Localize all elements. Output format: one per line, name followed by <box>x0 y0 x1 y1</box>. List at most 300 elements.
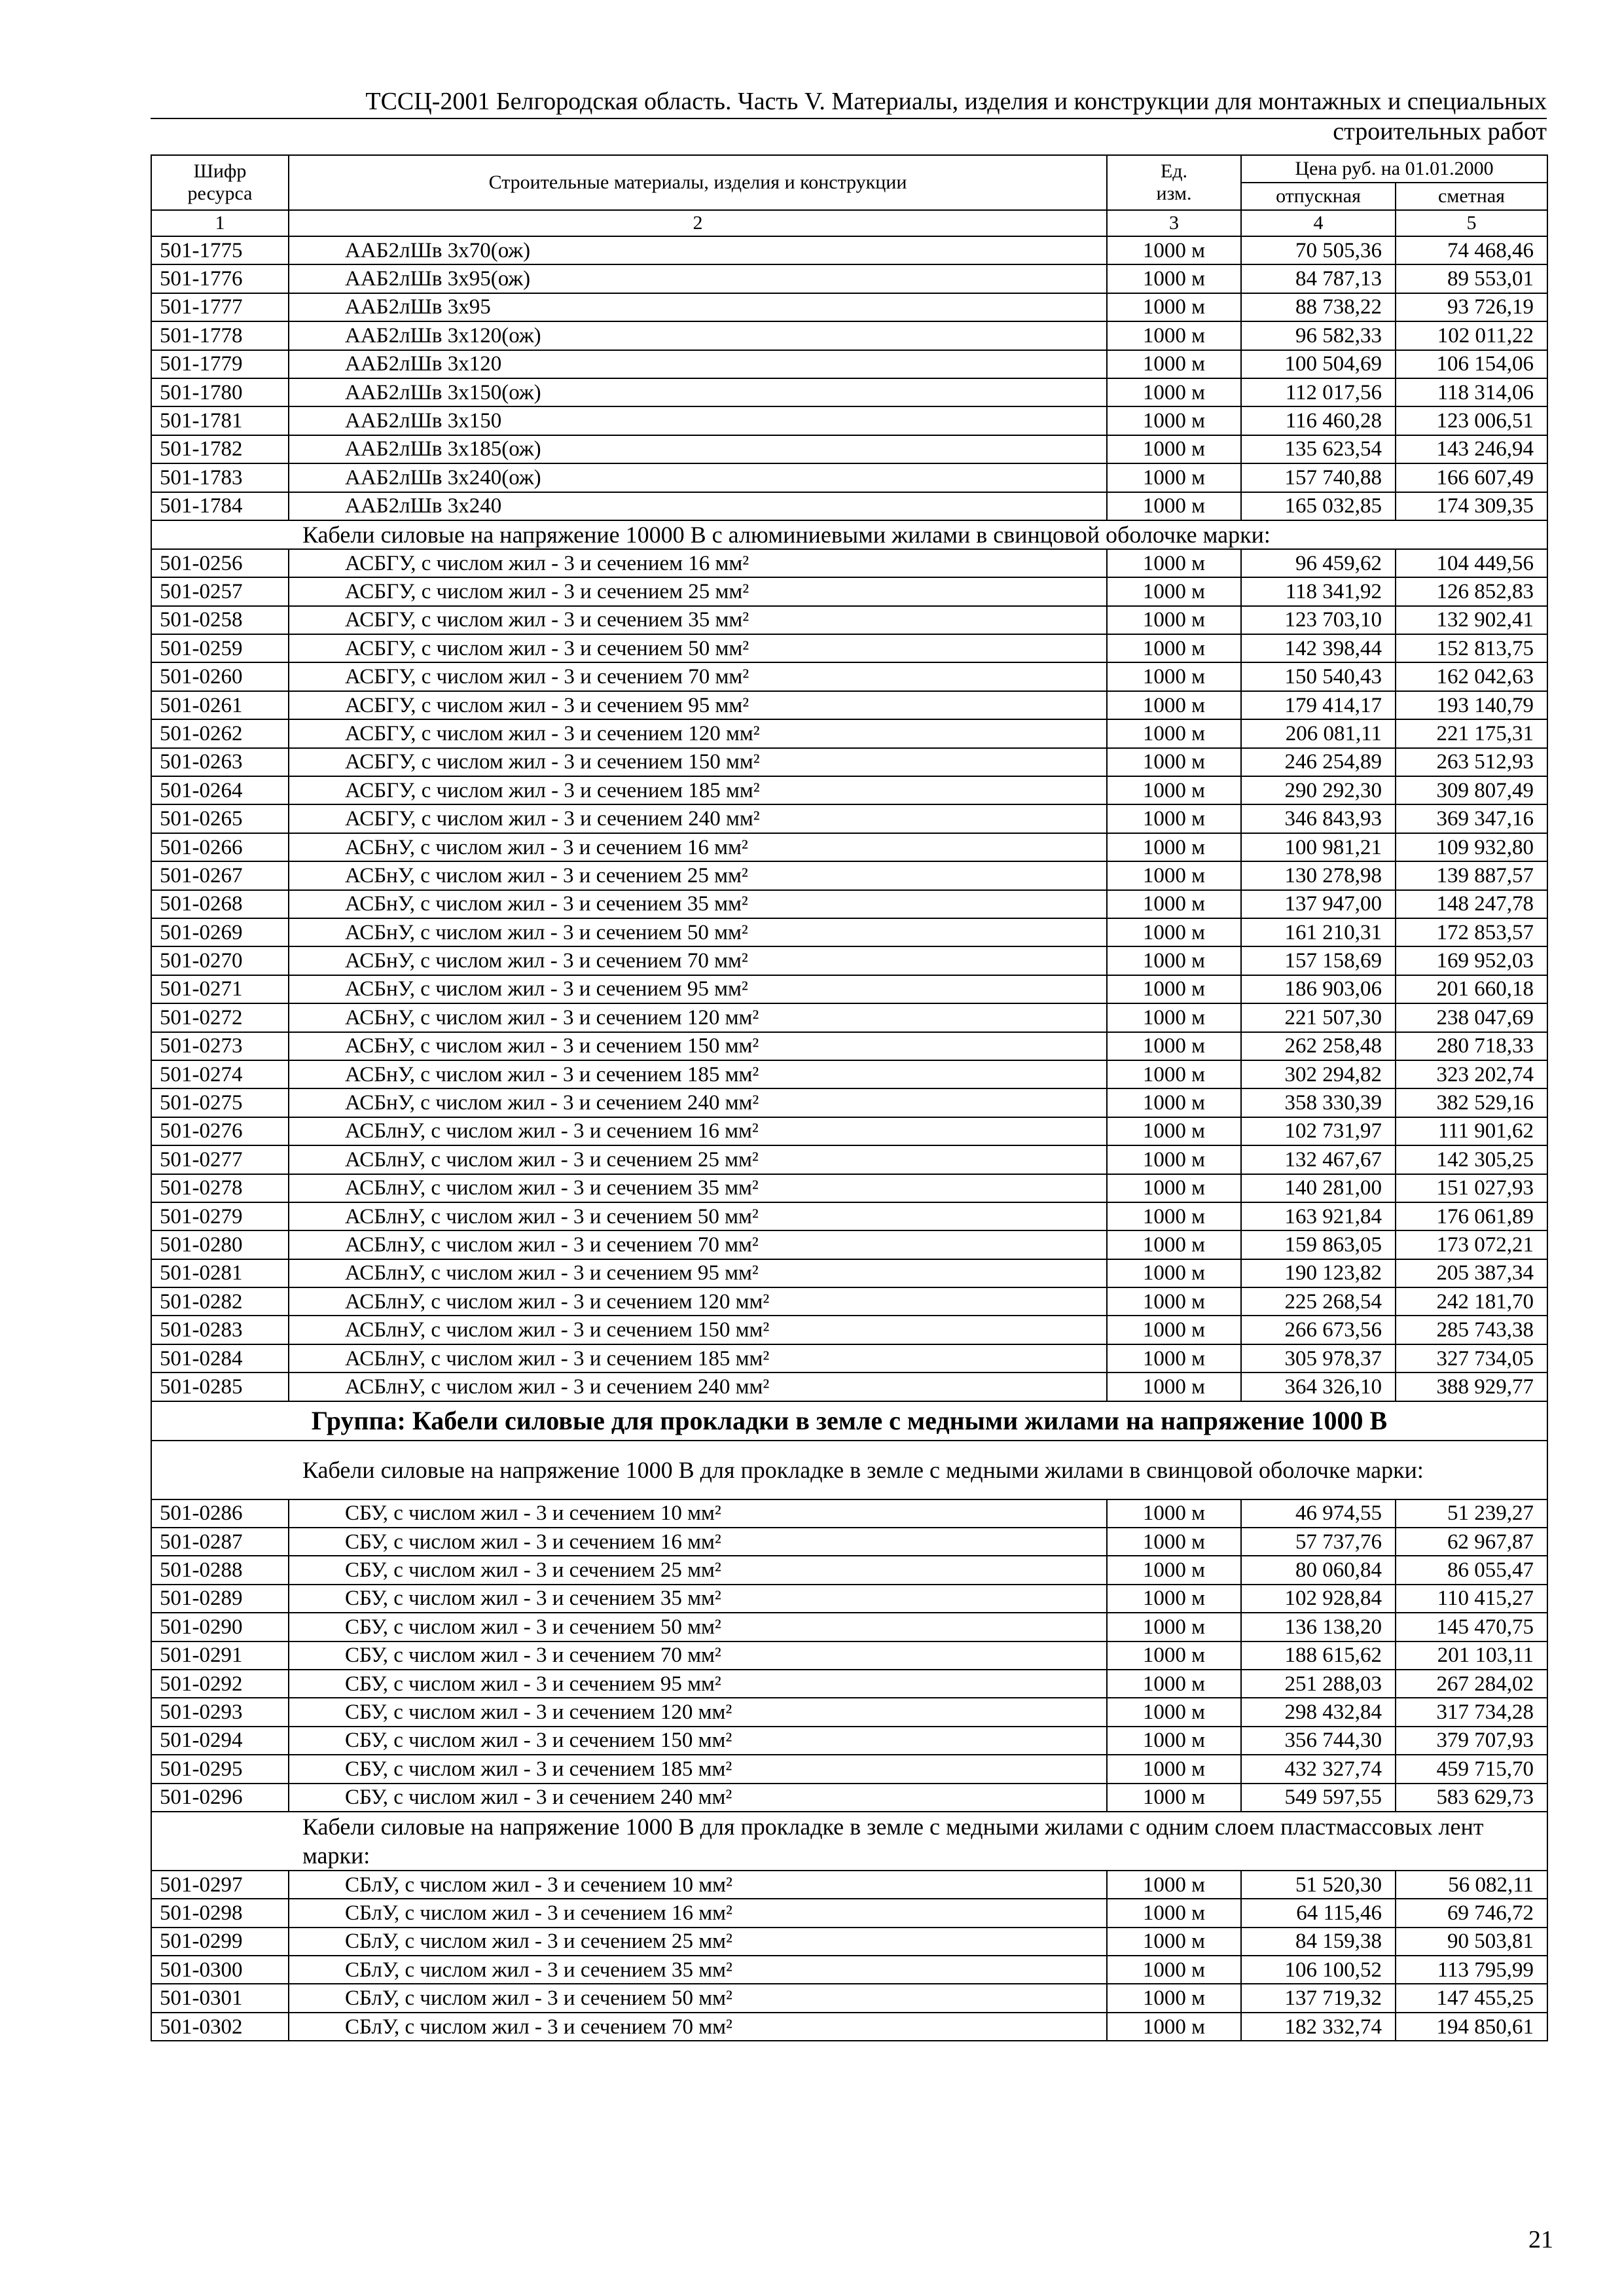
wholesale-price: 64 115,46 <box>1241 1899 1396 1927</box>
wholesale-price: 364 326,10 <box>1241 1372 1396 1401</box>
table-row <box>151 975 1547 1003</box>
table-row <box>151 1613 1547 1641</box>
unit-of-measure: 1000 м <box>1107 776 1241 804</box>
unit-of-measure: 1000 м <box>1107 1259 1241 1287</box>
estimate-price: 221 175,31 <box>1396 719 1547 747</box>
wholesale-price: 57 737,76 <box>1241 1528 1396 1556</box>
table-row <box>151 804 1547 833</box>
unit-of-measure: 1000 м <box>1107 691 1241 719</box>
estimate-price: 109 932,80 <box>1396 833 1547 861</box>
table-row <box>151 861 1547 889</box>
estimate-price: 113 795,99 <box>1396 1956 1547 1984</box>
resource-code: 501-0273 <box>151 1032 289 1060</box>
resource-code: 501-0286 <box>151 1499 289 1528</box>
table-row <box>151 634 1547 662</box>
unit-of-measure: 1000 м <box>1107 1956 1241 1984</box>
estimate-price: 69 746,72 <box>1396 1899 1547 1927</box>
table-row <box>151 435 1547 463</box>
unit-of-measure: 1000 м <box>1107 1899 1241 1927</box>
wholesale-price: 96 459,62 <box>1241 549 1396 577</box>
resource-code: 501-0291 <box>151 1641 289 1670</box>
material-name: АСБГУ, с числом жил - 3 и сечением 120 мм² <box>289 719 1107 747</box>
unit-of-measure: 1000 м <box>1107 1344 1241 1372</box>
colnum-1: 1 <box>151 210 289 236</box>
resource-code: 501-1775 <box>151 236 289 264</box>
wholesale-price: 262 258,48 <box>1241 1032 1396 1060</box>
unit-of-measure: 1000 м <box>1107 406 1241 435</box>
estimate-price: 132 902,41 <box>1396 606 1547 634</box>
wholesale-price: 112 017,56 <box>1241 378 1396 406</box>
material-name: СБУ, с числом жил - 3 и сечением 150 мм² <box>289 1727 1107 1755</box>
estimate-price: 285 743,38 <box>1396 1316 1547 1344</box>
material-name: АСБлнУ, с числом жил - 3 и сечением 50 мм² <box>289 1202 1107 1230</box>
material-name: СБлУ, с числом жил - 3 и сечением 35 мм² <box>289 1956 1107 1984</box>
estimate-price: 176 061,89 <box>1396 1202 1547 1230</box>
table-row <box>151 776 1547 804</box>
resource-code: 501-0265 <box>151 804 289 833</box>
wholesale-price: 266 673,56 <box>1241 1316 1396 1344</box>
estimate-price: 142 305,25 <box>1396 1145 1547 1174</box>
material-name: АСБГУ, с числом жил - 3 и сечением 150 мм² <box>289 748 1107 776</box>
table-row <box>151 1585 1547 1613</box>
table-row <box>151 1060 1547 1088</box>
estimate-price: 280 718,33 <box>1396 1032 1547 1060</box>
table-row <box>151 1698 1547 1726</box>
wholesale-price: 70 505,36 <box>1241 236 1396 264</box>
unit-of-measure: 1000 м <box>1107 492 1241 520</box>
unit-of-measure: 1000 м <box>1107 1755 1241 1783</box>
resource-code: 501-0296 <box>151 1784 289 1812</box>
wholesale-price: 84 787,13 <box>1241 264 1396 293</box>
material-name: СБУ, с числом жил - 3 и сечением 120 мм² <box>289 1698 1107 1726</box>
resource-code: 501-0270 <box>151 946 289 975</box>
resource-code: 501-0259 <box>151 634 289 662</box>
wholesale-price: 302 294,82 <box>1241 1060 1396 1088</box>
wholesale-price: 157 740,88 <box>1241 463 1396 492</box>
header-unit-line1: Ед. <box>1160 160 1188 182</box>
material-name: АСБГУ, с числом жил - 3 и сечением 25 мм² <box>289 577 1107 605</box>
estimate-price: 169 952,03 <box>1396 946 1547 975</box>
section-heading-row <box>151 1812 1547 1871</box>
header-estimate: сметная <box>1396 183 1547 210</box>
material-name: АСБлнУ, с числом жил - 3 и сечением 25 мм² <box>289 1145 1107 1174</box>
estimate-price: 106 154,06 <box>1396 350 1547 378</box>
unit-of-measure: 1000 м <box>1107 748 1241 776</box>
table-row <box>151 1117 1547 1145</box>
material-name: СБУ, с числом жил - 3 и сечением 10 мм² <box>289 1499 1107 1528</box>
wholesale-price: 159 863,05 <box>1241 1230 1396 1259</box>
material-name: АСБлнУ, с числом жил - 3 и сечением 35 мм² <box>289 1174 1107 1202</box>
column-number-row <box>151 210 1547 236</box>
colnum-3: 3 <box>1107 210 1241 236</box>
unit-of-measure: 1000 м <box>1107 833 1241 861</box>
material-name: АСБГУ, с числом жил - 3 и сечением 70 мм² <box>289 662 1107 691</box>
resource-code: 501-0301 <box>151 1984 289 2012</box>
header-name: Строительные материалы, изделия и конструкции <box>289 155 1107 210</box>
wholesale-price: 84 159,38 <box>1241 1928 1396 1956</box>
group-heading-row <box>151 1401 1547 1441</box>
material-name: СБлУ, с числом жил - 3 и сечением 10 мм² <box>289 1871 1107 1899</box>
page-number: 21 <box>1528 2226 1553 2253</box>
estimate-price: 263 512,93 <box>1396 748 1547 776</box>
wholesale-price: 182 332,74 <box>1241 2013 1396 2041</box>
unit-of-measure: 1000 м <box>1107 1372 1241 1401</box>
table-row <box>151 1784 1547 1812</box>
header-unit-line2: изм. <box>1156 183 1192 204</box>
material-name: ААБ2лШв 3х240 <box>289 492 1107 520</box>
table-row <box>151 1088 1547 1117</box>
estimate-price: 162 042,63 <box>1396 662 1547 691</box>
table-row <box>151 1499 1547 1528</box>
resource-code: 501-0262 <box>151 719 289 747</box>
table-row <box>151 1928 1547 1956</box>
wholesale-price: 135 623,54 <box>1241 435 1396 463</box>
material-name: АСБнУ, с числом жил - 3 и сечением 150 мм² <box>289 1032 1107 1060</box>
resource-code: 501-0266 <box>151 833 289 861</box>
table-row <box>151 264 1547 293</box>
resource-code: 501-0276 <box>151 1117 289 1145</box>
material-name: АСБнУ, с числом жил - 3 и сечением 95 мм² <box>289 975 1107 1003</box>
material-name: АСБлнУ, с числом жил - 3 и сечением 95 мм² <box>289 1259 1107 1287</box>
material-name: СБлУ, с числом жил - 3 и сечением 16 мм² <box>289 1899 1107 1927</box>
unit-of-measure: 1000 м <box>1107 1174 1241 1202</box>
wholesale-price: 142 398,44 <box>1241 634 1396 662</box>
table-row <box>151 321 1547 350</box>
estimate-price: 145 470,75 <box>1396 1613 1547 1641</box>
resource-code: 501-1776 <box>151 264 289 293</box>
wholesale-price: 137 719,32 <box>1241 1984 1396 2012</box>
wholesale-price: 165 032,85 <box>1241 492 1396 520</box>
unit-of-measure: 1000 м <box>1107 662 1241 691</box>
header-code-line2: ресурса <box>187 183 253 204</box>
material-name: АСБГУ, с числом жил - 3 и сечением 240 мм² <box>289 804 1107 833</box>
colnum-2: 2 <box>289 210 1107 236</box>
unit-of-measure: 1000 м <box>1107 236 1241 264</box>
table-row <box>151 662 1547 691</box>
unit-of-measure: 1000 м <box>1107 463 1241 492</box>
resource-code: 501-0294 <box>151 1727 289 1755</box>
unit-of-measure: 1000 м <box>1107 1287 1241 1316</box>
table-row <box>151 606 1547 634</box>
estimate-price: 104 449,56 <box>1396 549 1547 577</box>
unit-of-measure: 1000 м <box>1107 1641 1241 1670</box>
resource-code: 501-0281 <box>151 1259 289 1287</box>
resource-code: 501-0271 <box>151 975 289 1003</box>
material-name: АСБГУ, с числом жил - 3 и сечением 50 мм² <box>289 634 1107 662</box>
material-name: СБУ, с числом жил - 3 и сечением 25 мм² <box>289 1556 1107 1584</box>
unit-of-measure: 1000 м <box>1107 804 1241 833</box>
wholesale-price: 161 210,31 <box>1241 918 1396 946</box>
estimate-price: 166 607,49 <box>1396 463 1547 492</box>
material-name: СБлУ, с числом жил - 3 и сечением 25 мм² <box>289 1928 1107 1956</box>
table-row <box>151 1003 1547 1031</box>
resource-code: 501-0300 <box>151 1956 289 1984</box>
table-row <box>151 1871 1547 1899</box>
resource-code: 501-0269 <box>151 918 289 946</box>
resource-code: 501-1780 <box>151 378 289 406</box>
resource-code: 501-0278 <box>151 1174 289 1202</box>
material-name: СБУ, с числом жил - 3 и сечением 35 мм² <box>289 1585 1107 1613</box>
estimate-price: 369 347,16 <box>1396 804 1547 833</box>
wholesale-price: 305 978,37 <box>1241 1344 1396 1372</box>
estimate-price: 194 850,61 <box>1396 2013 1547 2041</box>
wholesale-price: 88 738,22 <box>1241 293 1396 321</box>
wholesale-price: 225 268,54 <box>1241 1287 1396 1316</box>
resource-code: 501-0292 <box>151 1670 289 1698</box>
table-row <box>151 748 1547 776</box>
material-name: АСБГУ, с числом жил - 3 и сечением 35 мм² <box>289 606 1107 634</box>
wholesale-price: 51 520,30 <box>1241 1871 1396 1899</box>
material-name: СБУ, с числом жил - 3 и сечением 16 мм² <box>289 1528 1107 1556</box>
estimate-price: 193 140,79 <box>1396 691 1547 719</box>
table-row <box>151 1956 1547 1984</box>
unit-of-measure: 1000 м <box>1107 1984 1241 2012</box>
table-row <box>151 406 1547 435</box>
estimate-price: 238 047,69 <box>1396 1003 1547 1031</box>
resource-code: 501-0256 <box>151 549 289 577</box>
material-name: АСБлнУ, с числом жил - 3 и сечением 150 мм² <box>289 1316 1107 1344</box>
table-row <box>151 1202 1547 1230</box>
resource-code: 501-0297 <box>151 1871 289 1899</box>
resource-code: 501-0293 <box>151 1698 289 1726</box>
resource-code: 501-0283 <box>151 1316 289 1344</box>
material-name: СБУ, с числом жил - 3 и сечением 50 мм² <box>289 1613 1107 1641</box>
colnum-4: 4 <box>1241 210 1396 236</box>
unit-of-measure: 1000 м <box>1107 1613 1241 1641</box>
resource-code: 501-0261 <box>151 691 289 719</box>
unit-of-measure: 1000 м <box>1107 1727 1241 1755</box>
wholesale-price: 157 158,69 <box>1241 946 1396 975</box>
material-name: ААБ2лШв 3х120 <box>289 350 1107 378</box>
estimate-price: 51 239,27 <box>1396 1499 1547 1528</box>
material-name: АСБГУ, с числом жил - 3 и сечением 16 мм² <box>289 549 1107 577</box>
unit-of-measure: 1000 м <box>1107 1698 1241 1726</box>
resource-code: 501-0277 <box>151 1145 289 1174</box>
estimate-price: 174 309,35 <box>1396 492 1547 520</box>
table-row <box>151 691 1547 719</box>
unit-of-measure: 1000 м <box>1107 1316 1241 1344</box>
material-name: АСБнУ, с числом жил - 3 и сечением 25 мм² <box>289 861 1107 889</box>
material-name: ААБ2лШв 3х185(ож) <box>289 435 1107 463</box>
wholesale-price: 136 138,20 <box>1241 1613 1396 1641</box>
unit-of-measure: 1000 м <box>1107 549 1241 577</box>
wholesale-price: 150 540,43 <box>1241 662 1396 691</box>
estimate-price: 123 006,51 <box>1396 406 1547 435</box>
table-row <box>151 1145 1547 1174</box>
table-row <box>151 1032 1547 1060</box>
wholesale-price: 190 123,82 <box>1241 1259 1396 1287</box>
estimate-price: 110 415,27 <box>1396 1585 1547 1613</box>
wholesale-price: 137 947,00 <box>1241 890 1396 918</box>
estimate-price: 118 314,06 <box>1396 378 1547 406</box>
unit-of-measure: 1000 м <box>1107 634 1241 662</box>
table-row <box>151 1259 1547 1287</box>
header-code-line1: Шифр <box>193 160 247 182</box>
wholesale-price: 346 843,93 <box>1241 804 1396 833</box>
wholesale-price: 132 467,67 <box>1241 1145 1396 1174</box>
resource-code: 501-1783 <box>151 463 289 492</box>
material-name: ААБ2лШв 3х150(ож) <box>289 378 1107 406</box>
wholesale-price: 179 414,17 <box>1241 691 1396 719</box>
resource-code: 501-0280 <box>151 1230 289 1259</box>
wholesale-price: 246 254,89 <box>1241 748 1396 776</box>
material-name: АСБнУ, с числом жил - 3 и сечением 120 мм² <box>289 1003 1107 1031</box>
table-row <box>151 1287 1547 1316</box>
resource-code: 501-0272 <box>151 1003 289 1031</box>
resource-code: 501-0263 <box>151 748 289 776</box>
estimate-price: 152 813,75 <box>1396 634 1547 662</box>
material-name: СБлУ, с числом жил - 3 и сечением 50 мм² <box>289 1984 1107 2012</box>
wholesale-price: 206 081,11 <box>1241 719 1396 747</box>
material-name: ААБ2лШв 3х120(ож) <box>289 321 1107 350</box>
table-row <box>151 1670 1547 1698</box>
estimate-price: 126 852,83 <box>1396 577 1547 605</box>
table-row <box>151 378 1547 406</box>
material-name: АСБлнУ, с числом жил - 3 и сечением 240 мм² <box>289 1372 1107 1401</box>
wholesale-price: 251 288,03 <box>1241 1670 1396 1698</box>
unit-of-measure: 1000 м <box>1107 1003 1241 1031</box>
estimate-price: 74 468,46 <box>1396 236 1547 264</box>
resource-code: 501-1779 <box>151 350 289 378</box>
table-row <box>151 1316 1547 1344</box>
table-row <box>151 293 1547 321</box>
table-row <box>151 1344 1547 1372</box>
wholesale-price: 549 597,55 <box>1241 1784 1396 1812</box>
estimate-price: 148 247,78 <box>1396 890 1547 918</box>
resource-code: 501-0285 <box>151 1372 289 1401</box>
estimate-price: 139 887,57 <box>1396 861 1547 889</box>
header-unit <box>1107 155 1241 210</box>
estimate-price: 56 082,11 <box>1396 1871 1547 1899</box>
estimate-price: 382 529,16 <box>1396 1088 1547 1117</box>
resource-code: 501-0257 <box>151 577 289 605</box>
material-name: АСБлнУ, с числом жил - 3 и сечением 70 мм² <box>289 1230 1107 1259</box>
wholesale-price: 102 928,84 <box>1241 1585 1396 1613</box>
section-title: Кабели силовые на напряжение 1000 В для прокладке в земле с медными жилами в свинцовой оболочке марки: <box>151 1441 1547 1499</box>
table-row <box>151 1899 1547 1927</box>
price-table-body <box>151 155 1547 2041</box>
unit-of-measure: 1000 м <box>1107 1670 1241 1698</box>
wholesale-price: 163 921,84 <box>1241 1202 1396 1230</box>
unit-of-measure: 1000 м <box>1107 350 1241 378</box>
table-row <box>151 890 1547 918</box>
unit-of-measure: 1000 м <box>1107 1556 1241 1584</box>
table-row <box>151 918 1547 946</box>
unit-of-measure: 1000 м <box>1107 378 1241 406</box>
estimate-price: 309 807,49 <box>1396 776 1547 804</box>
header-code <box>151 155 289 210</box>
header-wholesale: отпускная <box>1241 183 1396 210</box>
unit-of-measure: 1000 м <box>1107 321 1241 350</box>
price-table <box>151 154 1548 2041</box>
estimate-price: 583 629,73 <box>1396 1784 1547 1812</box>
estimate-price: 201 660,18 <box>1396 975 1547 1003</box>
material-name: АСБнУ, с числом жил - 3 и сечением 35 мм² <box>289 890 1107 918</box>
estimate-price: 147 455,25 <box>1396 1984 1547 2012</box>
estimate-price: 205 387,34 <box>1396 1259 1547 1287</box>
table-row <box>151 1641 1547 1670</box>
estimate-price: 90 503,81 <box>1396 1928 1547 1956</box>
unit-of-measure: 1000 м <box>1107 1928 1241 1956</box>
resource-code: 501-1777 <box>151 293 289 321</box>
resource-code: 501-0282 <box>151 1287 289 1316</box>
wholesale-price: 100 981,21 <box>1241 833 1396 861</box>
table-header-row <box>151 155 1547 183</box>
estimate-price: 323 202,74 <box>1396 1060 1547 1088</box>
estimate-price: 62 967,87 <box>1396 1528 1547 1556</box>
material-name: АСБнУ, с числом жил - 3 и сечением 70 мм² <box>289 946 1107 975</box>
wholesale-price: 298 432,84 <box>1241 1698 1396 1726</box>
table-row <box>151 1528 1547 1556</box>
unit-of-measure: 1000 м <box>1107 1088 1241 1117</box>
wholesale-price: 221 507,30 <box>1241 1003 1396 1031</box>
wholesale-price: 100 504,69 <box>1241 350 1396 378</box>
estimate-price: 143 246,94 <box>1396 435 1547 463</box>
resource-code: 501-0279 <box>151 1202 289 1230</box>
resource-code: 501-1781 <box>151 406 289 435</box>
wholesale-price: 123 703,10 <box>1241 606 1396 634</box>
estimate-price: 459 715,70 <box>1396 1755 1547 1783</box>
unit-of-measure: 1000 м <box>1107 293 1241 321</box>
material-name: АСБлнУ, с числом жил - 3 и сечением 185 мм² <box>289 1344 1107 1372</box>
table-row <box>151 1230 1547 1259</box>
table-row <box>151 577 1547 605</box>
wholesale-price: 130 278,98 <box>1241 861 1396 889</box>
table-row <box>151 946 1547 975</box>
wholesale-price: 186 903,06 <box>1241 975 1396 1003</box>
table-row <box>151 719 1547 747</box>
material-name: АСБГУ, с числом жил - 3 и сечением 95 мм² <box>289 691 1107 719</box>
unit-of-measure: 1000 м <box>1107 719 1241 747</box>
unit-of-measure: 1000 м <box>1107 1230 1241 1259</box>
table-row <box>151 549 1547 577</box>
material-name: СБУ, с числом жил - 3 и сечением 185 мм² <box>289 1755 1107 1783</box>
estimate-price: 173 072,21 <box>1396 1230 1547 1259</box>
estimate-price: 86 055,47 <box>1396 1556 1547 1584</box>
wholesale-price: 80 060,84 <box>1241 1556 1396 1584</box>
estimate-price: 111 901,62 <box>1396 1117 1547 1145</box>
wholesale-price: 102 731,97 <box>1241 1117 1396 1145</box>
section-heading-row <box>151 1441 1547 1499</box>
resource-code: 501-0260 <box>151 662 289 691</box>
group-title: Группа: Кабели силовые для прокладки в земле с медными жилами на напряжение 1000 В <box>151 1401 1547 1441</box>
table-row <box>151 236 1547 264</box>
estimate-price: 172 853,57 <box>1396 918 1547 946</box>
unit-of-measure: 1000 м <box>1107 861 1241 889</box>
table-row <box>151 1372 1547 1401</box>
resource-code: 501-1784 <box>151 492 289 520</box>
wholesale-price: 140 281,00 <box>1241 1174 1396 1202</box>
wholesale-price: 96 582,33 <box>1241 321 1396 350</box>
estimate-price: 379 707,93 <box>1396 1727 1547 1755</box>
unit-of-measure: 1000 м <box>1107 890 1241 918</box>
unit-of-measure: 1000 м <box>1107 1032 1241 1060</box>
material-name: ААБ2лШв 3х95(ож) <box>289 264 1107 293</box>
unit-of-measure: 1000 м <box>1107 1060 1241 1088</box>
material-name: ААБ2лШв 3х240(ож) <box>289 463 1107 492</box>
resource-code: 501-1782 <box>151 435 289 463</box>
header-price: Цена руб. на 01.01.2000 <box>1241 155 1547 183</box>
unit-of-measure: 1000 м <box>1107 1117 1241 1145</box>
table-row <box>151 1556 1547 1584</box>
resource-code: 501-0268 <box>151 890 289 918</box>
estimate-price: 267 284,02 <box>1396 1670 1547 1698</box>
unit-of-measure: 1000 м <box>1107 1871 1241 1899</box>
wholesale-price: 106 100,52 <box>1241 1956 1396 1984</box>
table-row <box>151 350 1547 378</box>
material-name: СБлУ, с числом жил - 3 и сечением 70 мм² <box>289 2013 1107 2041</box>
unit-of-measure: 1000 м <box>1107 975 1241 1003</box>
